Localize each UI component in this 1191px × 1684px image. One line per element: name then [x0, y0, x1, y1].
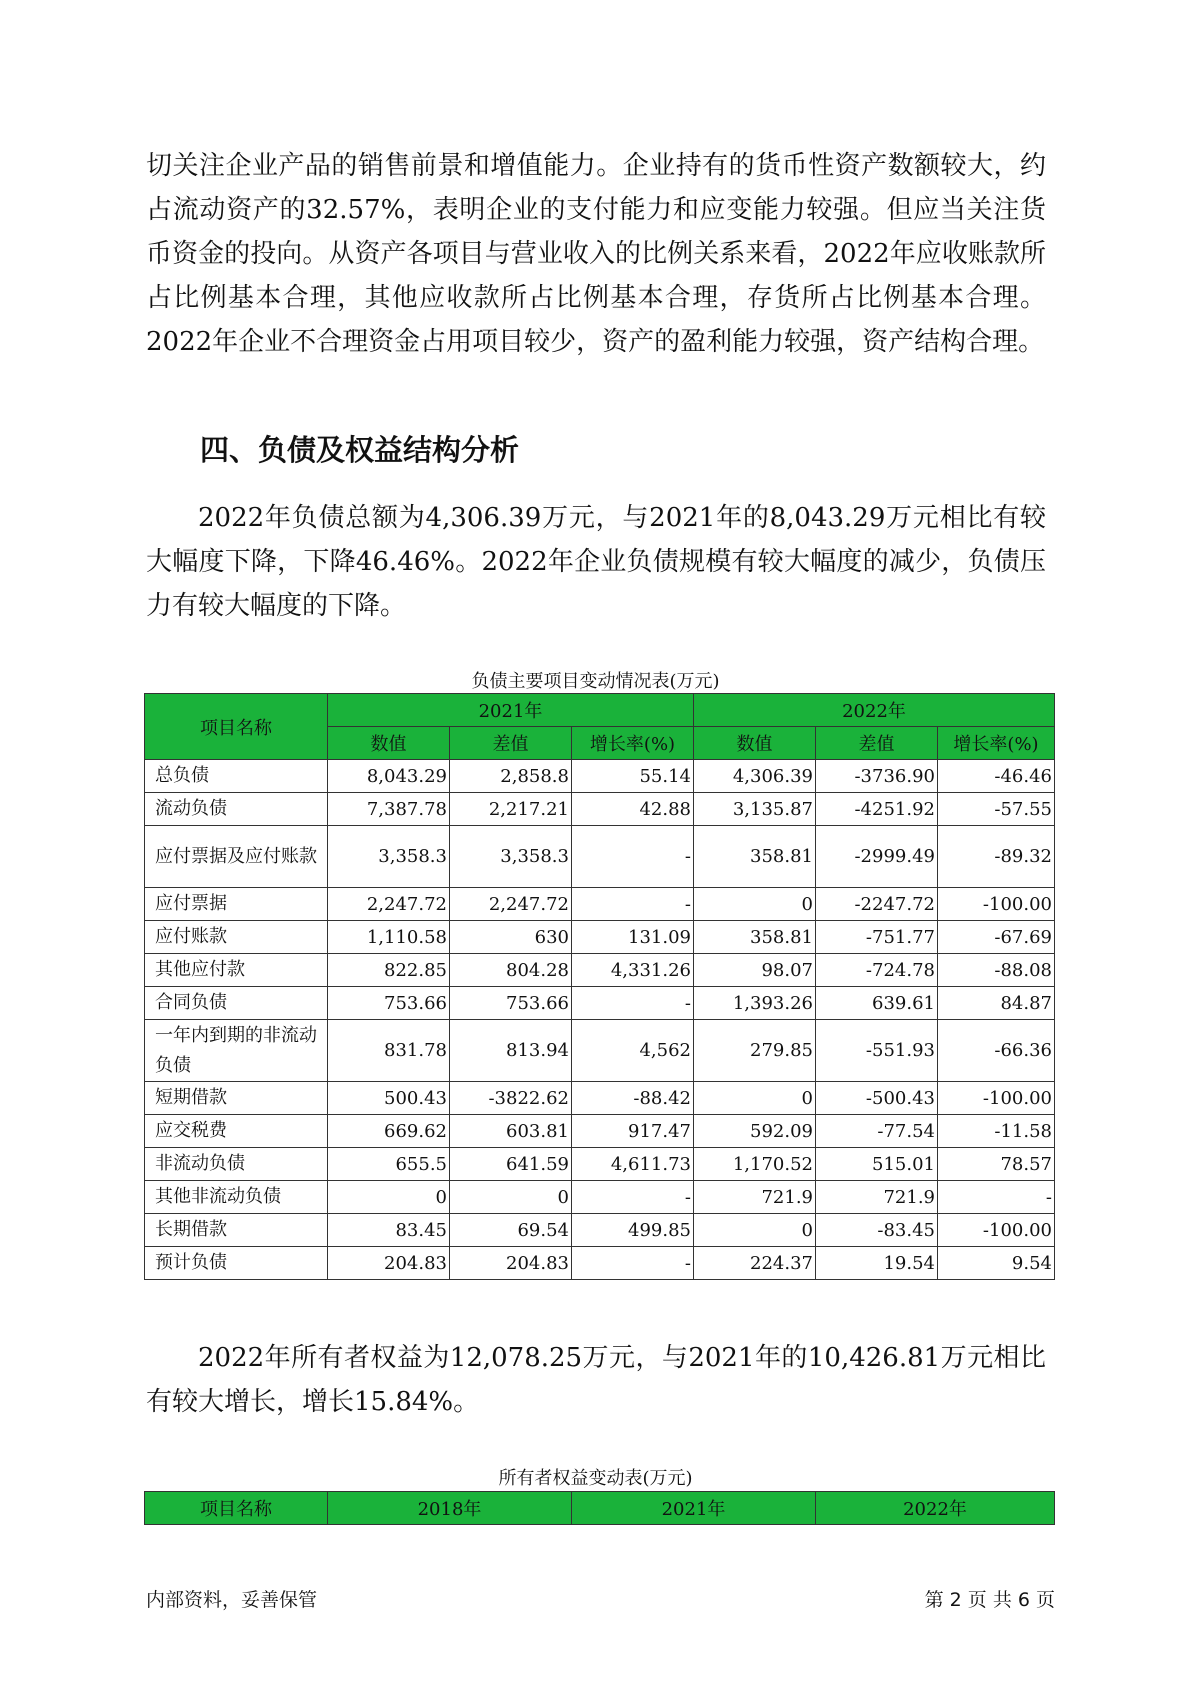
row-value: 4,611.73: [572, 1148, 694, 1181]
row-value: 358.81: [694, 826, 816, 888]
row-value: -88.08: [938, 954, 1055, 987]
equity-paragraph: 2022年所有者权益为12,078.25万元，与2021年的10,426.81万元相比有较大增长，增长15.84%。: [146, 1343, 1046, 1417]
row-value: -83.45: [816, 1214, 938, 1247]
sub-header: 数值: [328, 727, 450, 760]
row-name: 其他非流动负债: [145, 1181, 328, 1214]
row-value: -67.69: [938, 921, 1055, 954]
row-name: 合同负债: [145, 987, 328, 1020]
row-value: 83.45: [328, 1214, 450, 1247]
row-value: 78.57: [938, 1148, 1055, 1181]
row-value: 3,358.3: [328, 826, 450, 888]
row-value: -3822.62: [450, 1082, 572, 1115]
liability-table-body: [145, 760, 1055, 1280]
row-value: -500.43: [816, 1082, 938, 1115]
row-name: 应付账款: [145, 921, 328, 954]
row-value: 831.78: [328, 1020, 450, 1082]
equity-header: 2022年: [816, 1492, 1055, 1525]
row-value: -2999.49: [816, 826, 938, 888]
row-value: -89.32: [938, 826, 1055, 888]
table-row: [145, 1214, 1055, 1247]
row-value: -66.36: [938, 1020, 1055, 1082]
row-value: 721.9: [694, 1181, 816, 1214]
row-name: 短期借款: [145, 1082, 328, 1115]
row-value: -2247.72: [816, 888, 938, 921]
row-value: -: [938, 1181, 1055, 1214]
row-value: 813.94: [450, 1020, 572, 1082]
row-value: 515.01: [816, 1148, 938, 1181]
row-value: 69.54: [450, 1214, 572, 1247]
row-value: 639.61: [816, 987, 938, 1020]
row-value: -100.00: [938, 1082, 1055, 1115]
row-value: 19.54: [816, 1247, 938, 1280]
row-value: 55.14: [572, 760, 694, 793]
row-value: 603.81: [450, 1115, 572, 1148]
row-value: -4251.92: [816, 793, 938, 826]
row-name: 应交税费: [145, 1115, 328, 1148]
row-name: 长期借款: [145, 1214, 328, 1247]
row-value: 500.43: [328, 1082, 450, 1115]
table-row: [145, 1115, 1055, 1148]
row-value: 641.59: [450, 1148, 572, 1181]
equity-header: 2018年: [328, 1492, 572, 1525]
row-value: 224.37: [694, 1247, 816, 1280]
row-value: 822.85: [328, 954, 450, 987]
sub-header: 增长率(%): [572, 727, 694, 760]
row-value: 1,110.58: [328, 921, 450, 954]
footer-confidential: 内部资料，妥善保管: [146, 1589, 318, 1611]
row-value: 592.09: [694, 1115, 816, 1148]
row-value: 499.85: [572, 1214, 694, 1247]
row-value: 0: [694, 1214, 816, 1247]
row-name: 应付票据: [145, 888, 328, 921]
row-value: 0: [450, 1181, 572, 1214]
table-row: [145, 826, 1055, 888]
row-value: -3736.90: [816, 760, 938, 793]
row-value: 630: [450, 921, 572, 954]
equity-header: 项目名称: [145, 1492, 328, 1525]
row-name: 非流动负债: [145, 1148, 328, 1181]
row-value: 2,858.8: [450, 760, 572, 793]
liability-table: [144, 693, 1055, 1280]
row-value: 3,135.87: [694, 793, 816, 826]
table-row: [145, 1020, 1055, 1082]
row-value: -100.00: [938, 1214, 1055, 1247]
row-value: 98.07: [694, 954, 816, 987]
row-name: 流动负债: [145, 793, 328, 826]
row-value: -551.93: [816, 1020, 938, 1082]
row-value: -: [572, 826, 694, 888]
table-row: [145, 921, 1055, 954]
row-value: 655.5: [328, 1148, 450, 1181]
intro-paragraph: 切关注企业产品的销售前景和增值能力。企业持有的货币性资产数额较大，约占流动资产的32.57%，表明企业的支付能力和应变能力较强。但应当关注货币资金的投向。从资产各项目与营业收入的比例关系来看，2022年应收账款所占比例基本合理，其他应收款所占比例基本合理，存货所占比例基本合理。2022年企业不合理资金占用项目较少，资产的盈利能力较强，资产结构合理。: [146, 151, 1046, 357]
year-header-2022: 2022年: [694, 694, 1055, 727]
row-value: -46.46: [938, 760, 1055, 793]
row-value: 9.54: [938, 1247, 1055, 1280]
sub-header: 增长率(%): [938, 727, 1055, 760]
liability-table-caption: 负债主要项目变动情况表(万元): [471, 671, 720, 692]
sub-header: 数值: [694, 727, 816, 760]
row-value: 7,387.78: [328, 793, 450, 826]
row-value: 804.28: [450, 954, 572, 987]
row-value: 2,217.21: [450, 793, 572, 826]
table-row: [145, 1082, 1055, 1115]
row-value: -100.00: [938, 888, 1055, 921]
row-value: 1,170.52: [694, 1148, 816, 1181]
row-value: 917.47: [572, 1115, 694, 1148]
row-value: 2,247.72: [450, 888, 572, 921]
row-value: 1,393.26: [694, 987, 816, 1020]
row-value: 2,247.72: [328, 888, 450, 921]
row-value: -: [572, 1181, 694, 1214]
table-row: [145, 1148, 1055, 1181]
table-row: [145, 1181, 1055, 1214]
row-value: 204.83: [450, 1247, 572, 1280]
row-name: 一年内到期的非流动负债: [145, 1020, 328, 1082]
row-value: 8,043.29: [328, 760, 450, 793]
row-value: -77.54: [816, 1115, 938, 1148]
row-value: -: [572, 888, 694, 921]
table-row: [145, 793, 1055, 826]
table-row: [145, 888, 1055, 921]
sub-header: 差值: [816, 727, 938, 760]
equity-table: [144, 1491, 1055, 1525]
row-name: 总负债: [145, 760, 328, 793]
row-value: 131.09: [572, 921, 694, 954]
row-value: 358.81: [694, 921, 816, 954]
row-name: 应付票据及应付账款: [145, 826, 328, 888]
liability-paragraph: 2022年负债总额为4,306.39万元，与2021年的8,043.29万元相比有较大幅度下降，下降46.46%。2022年企业负债规模有较大幅度的减少，负债压力有较大幅度的下降。: [146, 503, 1046, 621]
row-value: 4,331.26: [572, 954, 694, 987]
row-value: 204.83: [328, 1247, 450, 1280]
row-value: 721.9: [816, 1181, 938, 1214]
table-row: [145, 954, 1055, 987]
row-value: -: [572, 1247, 694, 1280]
row-value: 753.66: [328, 987, 450, 1020]
row-value: -57.55: [938, 793, 1055, 826]
row-value: -724.78: [816, 954, 938, 987]
table-row: [145, 760, 1055, 793]
row-value: 42.88: [572, 793, 694, 826]
row-value: 4,562: [572, 1020, 694, 1082]
equity-table-caption: 所有者权益变动表(万元): [498, 1468, 693, 1489]
row-value: 0: [694, 1082, 816, 1115]
row-value: -: [572, 987, 694, 1020]
year-header-2021: 2021年: [328, 694, 694, 727]
row-value: 669.62: [328, 1115, 450, 1148]
row-value: 84.87: [938, 987, 1055, 1020]
row-value: -11.58: [938, 1115, 1055, 1148]
row-value: 753.66: [450, 987, 572, 1020]
row-value: 279.85: [694, 1020, 816, 1082]
table-row: [145, 987, 1055, 1020]
table-row: [145, 1247, 1055, 1280]
name-header: 项目名称: [145, 694, 328, 760]
row-value: -751.77: [816, 921, 938, 954]
footer-page-number: 第 2 页 共 6 页: [924, 1589, 1055, 1611]
equity-header: 2021年: [572, 1492, 816, 1525]
row-name: 预计负债: [145, 1247, 328, 1280]
row-name: 其他应付款: [145, 954, 328, 987]
row-value: 0: [694, 888, 816, 921]
section-heading: 四、负债及权益结构分析: [200, 433, 520, 467]
row-value: 0: [328, 1181, 450, 1214]
row-value: 4,306.39: [694, 760, 816, 793]
row-value: 3,358.3: [450, 826, 572, 888]
sub-header: 差值: [450, 727, 572, 760]
row-value: -88.42: [572, 1082, 694, 1115]
